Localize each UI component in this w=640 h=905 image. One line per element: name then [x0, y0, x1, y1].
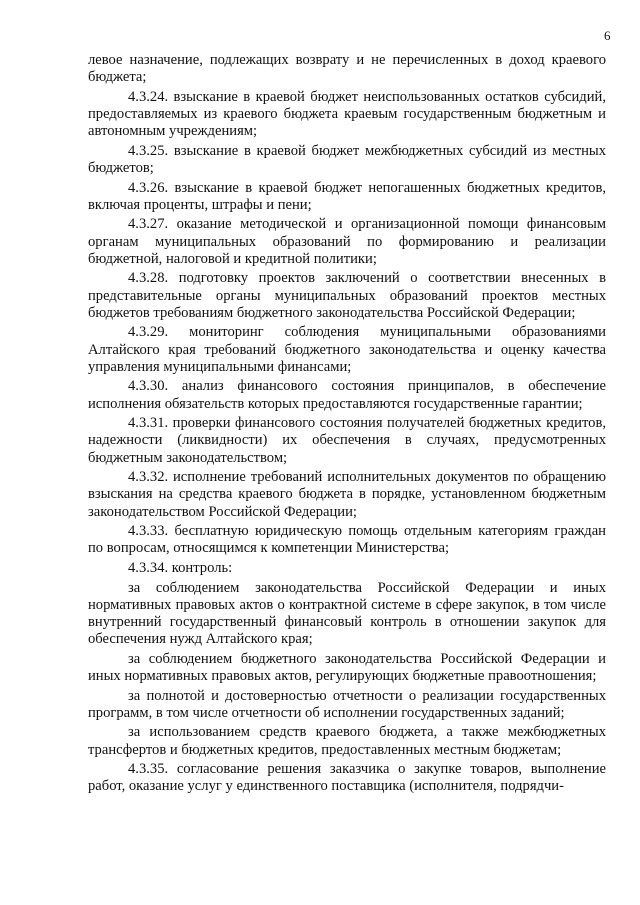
page-number: 6: [604, 28, 611, 43]
paragraph: 4.3.34. контроль:: [128, 559, 233, 576]
paragraph: 4.3.30. анализ финансового состояния принципалов, в обеспечение исполнения обязательств которых предоставляются государственные гарантии;: [88, 378, 606, 412]
paragraph: 4.3.31. проверки финансового состояния получателей бюджетных кредитов, надежности (ликвидности) их обеспечения в случаях, предусмотренных бюджетным законодательством;: [88, 415, 606, 466]
paragraph: за полнотой и достоверностью отчетности о реализации государственных программ, в том числе отчетности об исполнении государственных заданий;: [88, 687, 606, 721]
paragraph: за использованием средств краевого бюджета, а также межбюджетных трансфертов и бюджетных кредитов, предоставленных местным бюджетам;: [88, 724, 606, 758]
paragraph: 4.3.29. мониторинг соблюдения муниципальными образованиями Алтайского края требований бюджетного законодательства и оценку качества управления муниципальными финансами;: [88, 324, 606, 375]
paragraph: 4.3.24. взыскание в краевой бюджет неиспользованных остатков субсидий, предоставляемых из краевого бюджета краевым государственным бюджетным и автономным учреждениям;: [88, 88, 606, 140]
paragraph: 4.3.28. подготовку проектов заключений о соответствии внесенных в представительные органы муниципальных образований проектов местных бюджетов требованиям бюджетного законодательства Российской Федерации;: [88, 270, 606, 321]
paragraph: 4.3.35. согласование решения заказчика о закупке товаров, выполнение работ, оказание услуг у единственного поставщика (исполнителя, подрядчи-: [88, 761, 606, 795]
paragraph: левое назначение, подлежащих возврату и не перечисленных в доход краевого бюджета;: [88, 52, 606, 86]
paragraph: 4.3.32. исполнение требований исполнительных документов по обращению взыскания на средства краевого бюджета в порядке, установленном бюджетным законодательством Российской Федерации;: [88, 469, 606, 520]
paragraph: 4.3.33. бесплатную юридическую помощь отдельным категориям граждан по вопросам, относящимся к компетенции Министерства;: [88, 523, 606, 557]
paragraph: за соблюдением бюджетного законодательства Российской Федерации и иных нормативных правовых актов, регулирующих бюджетные правоотношения;: [88, 650, 606, 684]
document-body: [88, 52, 606, 798]
paragraph: 4.3.27. оказание методической и организационной помощи финансовым органам муниципальных образований по формированию и реализации бюджетной, налоговой и кредитной политики;: [88, 216, 606, 267]
paragraph: 4.3.26. взыскание в краевой бюджет непогашенных бюджетных кредитов, включая проценты, штрафы и пени;: [88, 179, 606, 213]
paragraph: за соблюдением законодательства Российской Федерации и иных нормативных правовых актов о контрактной системе в сфере закупок, в том числе внутренний государственный финансовый контроль в отношении закупок для обеспечения нужд Алтайского края;: [88, 579, 606, 648]
paragraph: 4.3.25. взыскание в краевой бюджет межбюджетных субсидий из местных бюджетов;: [88, 142, 606, 176]
